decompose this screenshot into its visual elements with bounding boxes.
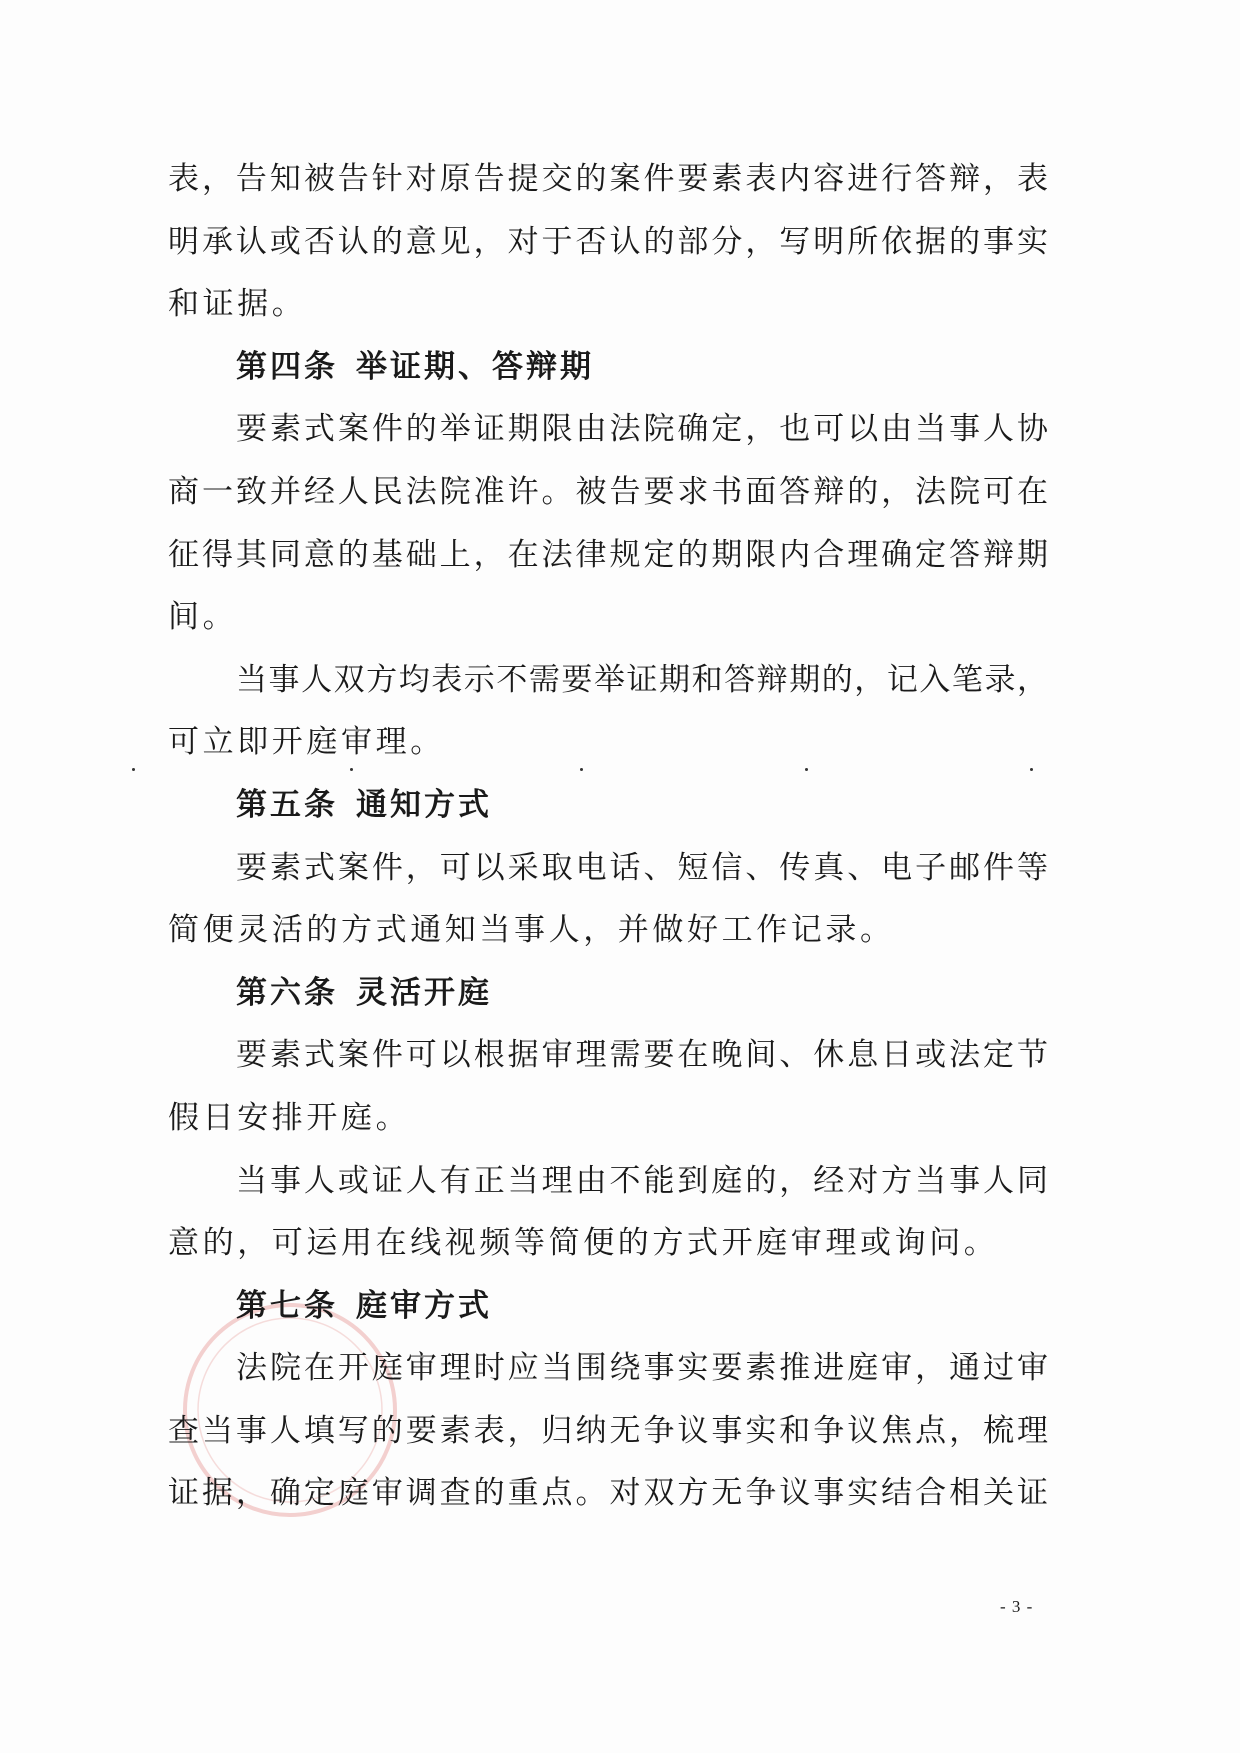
article-number: 第七条 bbox=[236, 1287, 338, 1324]
article-title: 灵活开庭 bbox=[356, 974, 492, 1011]
scan-speck bbox=[580, 768, 583, 771]
text-line: 当事人或证人有正当理由不能到庭的，经对方当事人同 bbox=[236, 1162, 1048, 1199]
article-number: 第六条 bbox=[236, 974, 338, 1011]
page-number: - 3 - bbox=[1000, 1597, 1034, 1616]
text-line: 征得其同意的基础上，在法律规定的期限内合理确定答辩期 bbox=[168, 536, 1048, 573]
scan-speck bbox=[1030, 768, 1033, 771]
scan-speck bbox=[132, 768, 135, 771]
text-line: 可立即开庭审理。 bbox=[168, 724, 445, 761]
text-line: 意的，可运用在线视频等简便的方式开庭审理或询问。 bbox=[168, 1225, 999, 1262]
article-title: 庭审方式 bbox=[356, 1287, 492, 1324]
article-heading bbox=[168, 1275, 1048, 1338]
text-line: 法院在开庭审理时应当围绕事实要素推进庭审，通过审 bbox=[236, 1350, 1048, 1387]
article-heading bbox=[168, 962, 1048, 1025]
article-title: 举证期、答辩期 bbox=[356, 348, 594, 385]
text-line: 商一致并经人民法院准许。被告要求书面答辩的，法院可在 bbox=[168, 473, 1048, 510]
article-number: 第五条 bbox=[236, 786, 338, 823]
scan-speck bbox=[805, 768, 808, 771]
scan-speck bbox=[350, 768, 353, 771]
text-line: 假日安排开庭。 bbox=[168, 1099, 411, 1136]
text-line: 表，告知被告针对原告提交的案件要素表内容进行答辩，表 bbox=[168, 161, 1048, 197]
article-title: 通知方式 bbox=[356, 786, 492, 823]
text-line: 要素式案件的举证期限由法院确定，也可以由当事人协 bbox=[236, 411, 1048, 448]
text-line: 简便灵活的方式通知当事人，并做好工作记录。 bbox=[168, 912, 895, 949]
text-line: 证据，确定庭审调查的重点。对双方无争议事实结合相关证 bbox=[168, 1475, 1048, 1512]
article-number: 第四条 bbox=[236, 348, 338, 385]
text-line: 当事人双方均表示不需要举证期和答辩期的，记入笔录， bbox=[236, 661, 1048, 698]
text-line: 要素式案件，可以采取电话、短信、传真、电子邮件等 bbox=[236, 849, 1048, 886]
text-line: 要素式案件可以根据审理需要在晚间、休息日或法定节 bbox=[236, 1037, 1048, 1074]
article-heading bbox=[168, 774, 1048, 837]
text-line: 间。 bbox=[168, 599, 238, 636]
article-heading bbox=[168, 336, 1048, 399]
document-body bbox=[168, 148, 1048, 1525]
text-line: 和证据。 bbox=[168, 286, 307, 323]
text-line: 查当事人填写的要素表，归纳无争议事实和争议焦点，梳理 bbox=[168, 1412, 1048, 1449]
text-line: 明承认或否认的意见，对于否认的部分，写明所依据的事实 bbox=[168, 223, 1048, 260]
